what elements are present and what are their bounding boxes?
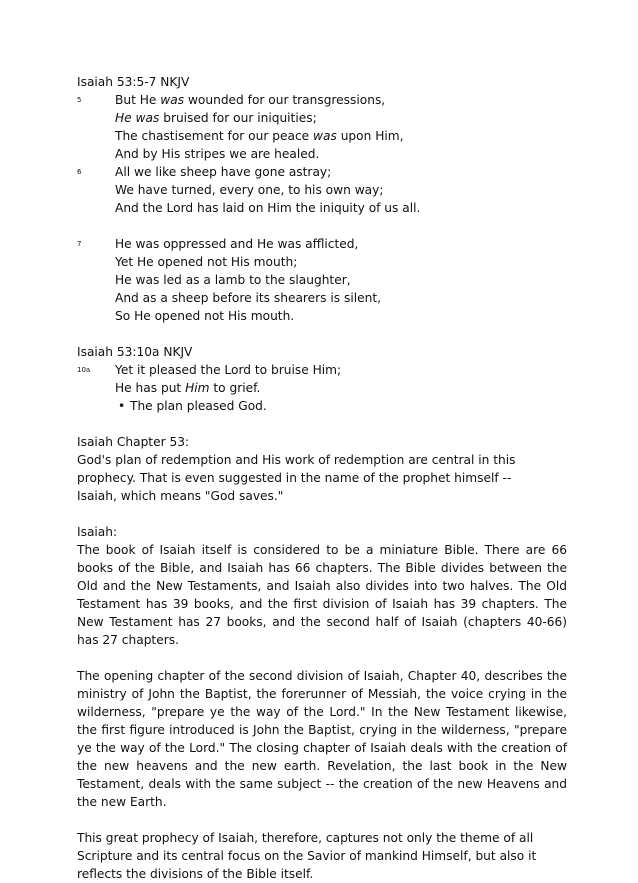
verse-line: We have turned, every one, to his own way; — [115, 183, 384, 197]
section-heading-isaiah-chapter-53: Isaiah Chapter 53: — [77, 435, 190, 449]
verse-5 — [77, 91, 567, 163]
verse-line: And the Lord has laid on Him the iniquity of us all. — [115, 201, 421, 215]
verse-number: 7 — [77, 240, 82, 248]
verse-line: So He opened not His mouth. — [115, 309, 295, 323]
verse-block — [77, 91, 567, 325]
section-heading-isaiah: Isaiah: — [77, 525, 118, 539]
verse-line: And as a sheep before its shearers is silent, — [115, 291, 381, 305]
verse-line: The chastisement for our peace was upon Him, — [115, 129, 404, 143]
verse-line: All we like sheep have gone astray; — [115, 165, 332, 179]
paragraph: The opening chapter of the second division of Isaiah, Chapter 40, describes the ministry of John the Baptist, the forerunner of Messiah, the voice crying in the wilderness, "prepare ye the way of the Lord." In the New Testament likewise, the first figure introduced is John the Baptist, crying in the wilderness, "prepare ye the way of the Lord." The closing chapter of Isaiah deals with the creation of the new heavens and the new earth. Revelation, the last book in the New Testament, deals with the same subject -- the creation of the new Heavens and the new Earth. — [77, 669, 567, 809]
section-heading-isaiah-53-5-7: Isaiah 53:5-7 NKJV — [77, 75, 190, 89]
document-page — [77, 73, 567, 883]
verse-line: And by His stripes we are healed. — [115, 147, 320, 161]
bullet-icon: • — [118, 399, 126, 413]
bullet-item: • The plan pleased God. — [118, 399, 267, 413]
verse-line: He was oppressed and He was afflicted, — [115, 237, 359, 251]
paragraph: God's plan of redemption and His work of redemption are central in this prophecy. That is even suggested in the name of the prophet himself -- Isaiah, which means "God saves." — [77, 453, 516, 503]
verse-6 — [77, 163, 567, 217]
section-heading-isaiah-53-10a: Isaiah 53:10a NKJV — [77, 345, 193, 359]
verse-line: He has put Him to grief. — [115, 381, 261, 395]
verse-number: 6 — [77, 168, 82, 176]
verse-line: He was bruised for our iniquities; — [115, 111, 317, 125]
paragraph: The book of Isaiah itself is considered to be a miniature Bible. There are 66 books of the Bible, and Isaiah has 66 chapters. The Bible divides between the Old and the New Testaments, and Isaiah also divides into two halves. The Old Testament has 39 books, and the first division of Isaiah has 39 chapters. The New Testament has 27 books, and the second half of Isaiah (chapters 40-66) has 27 chapters. — [77, 543, 567, 647]
verse-7 — [77, 235, 567, 325]
verse-line: But He was wounded for our transgressions, — [115, 93, 386, 107]
verse-number: 10a — [77, 366, 91, 374]
verse-line: Yet He opened not His mouth; — [115, 255, 298, 269]
verse-line: Yet it pleased the Lord to bruise Him; — [115, 363, 342, 377]
verse-line: He was led as a lamb to the slaughter, — [115, 273, 351, 287]
verse-number: 5 — [77, 96, 82, 104]
verse-10a — [77, 361, 567, 415]
paragraph: This great prophecy of Isaiah, therefore, captures not only the theme of all Scripture and its central focus on the Savior of mankind Himself, but also it reflects the divisions of the Bible itself. — [77, 831, 537, 881]
